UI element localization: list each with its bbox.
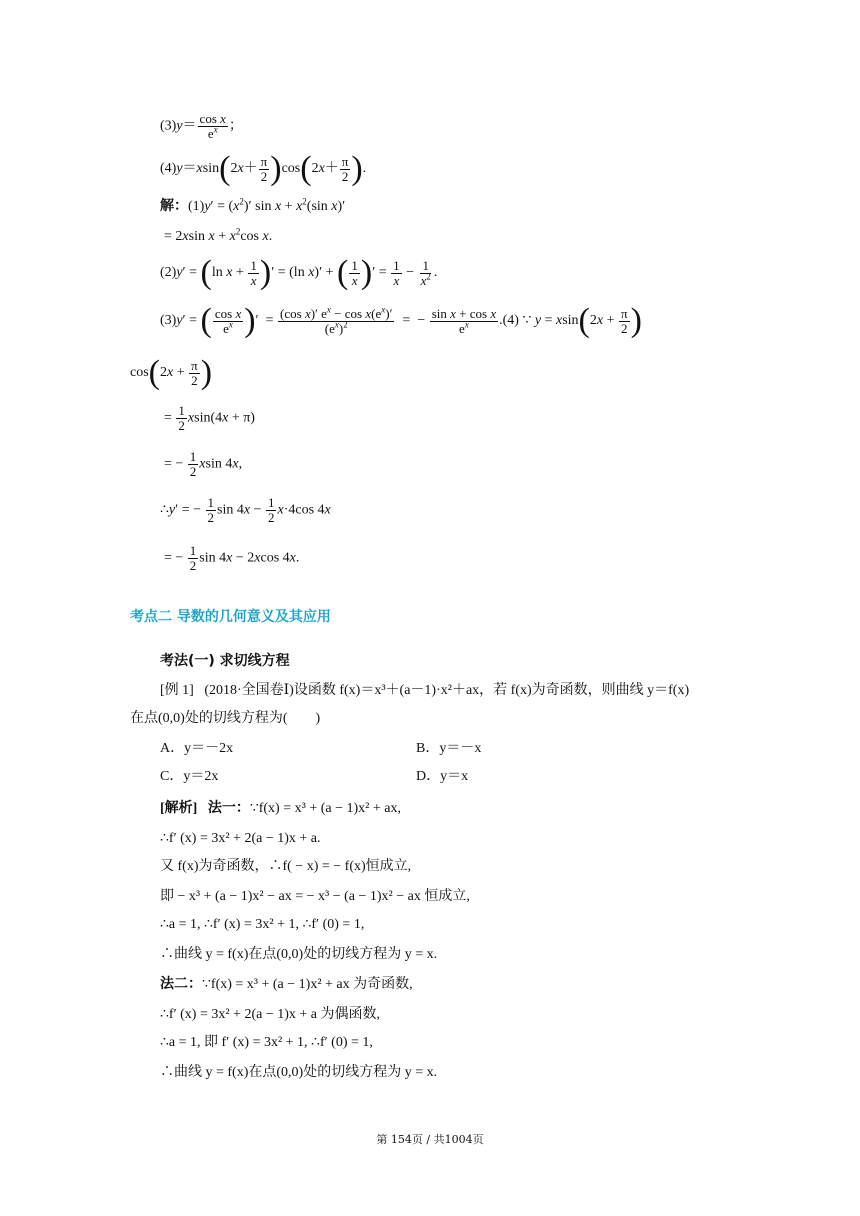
example-source: (2018·全国卷Ⅰ) [204, 683, 294, 698]
solution-4a: cos(2x + $\frac{\pi}{2}$ ) [130, 354, 213, 391]
analysis-line-1 [160, 800, 401, 818]
analysis-l8: ∴f′ (x) = 3x² + 2(a − 1)x + a 为偶函数, [160, 1007, 380, 1022]
section-title: 考点二 导数的几何意义及其应用 [130, 609, 331, 625]
solution-1a: 解：$(1)y' = (x^2)'$ $\sin x + x^2(\sin$ x)′ [160, 196, 346, 214]
method-1-label: 法一： [207, 801, 250, 816]
problem-4: (4)y＝xsin(2x＋ $\frac{\pi}{2}$ )cos(2x＋ $\frac{\pi}{2}$ ). [160, 150, 367, 187]
example-text-1: 设函数 f(x)＝x³＋(a－1)·x²＋ax，若 f(x)为奇函数，则曲线 y＝f(x) [293, 683, 690, 698]
method-title: 考法(一) 求切线方程 [160, 653, 290, 669]
solution-1b: = 2xsin $x + x^2\cos$ x. [164, 226, 273, 244]
option-b[interactable]: B．y＝－x [416, 741, 482, 756]
option-d[interactable]: D．y＝x [416, 769, 469, 784]
page-footer: 第 154页 / 共1004页 [376, 1133, 484, 1146]
solution-4c: = − $\frac{1}{2}$ xsin 4x, [164, 449, 243, 479]
analysis-l9: ∴a = 1, 即 f′ (x) = 3x² + 1, ∴f′ (0) = 1, [160, 1035, 373, 1050]
option-a[interactable]: A．y＝－2x [160, 741, 234, 756]
analysis-label: [解析] [160, 801, 198, 816]
solution-4e: = − $\frac{1}{2}$ sin 4x − 2xcos 4x. [164, 543, 300, 573]
example-line-2: 在点(0,0)处的切线方程为( ) [130, 711, 321, 726]
solution-2: (2)y′ = (ln x + $\frac{1}{x}$ )′ = (ln x)′ + ( $\frac{1}{x}$ )′ = $\frac{1}{x}$ − $\frac{1}{x^2}$ . [160, 254, 438, 291]
analysis-l10: ∴曲线 y = f(x)在点(0,0)处的切线方程为 y = x. [160, 1065, 438, 1080]
example-line-1 [160, 682, 689, 700]
analysis-line-7 [160, 976, 413, 994]
option-c[interactable]: C．y＝2x [160, 769, 219, 784]
analysis-l2: ∴f′ (x) = 3x² + 2(a − 1)x + a. [160, 831, 321, 846]
solution-4d: ∴y′ = − $\frac{1}{2}$ sin 4x − $\frac{1}{2}$ x·4cos 4x [160, 495, 331, 525]
analysis-l7: ∵f(x) = x³ + (a − 1)x² + ax 为奇函数, [202, 977, 413, 992]
analysis-l6: ∴曲线 y = f(x)在点(0,0)处的切线方程为 y = x. [160, 947, 438, 962]
example-label: [例 1] [160, 683, 194, 698]
analysis-l4: 即 − x³ + (a − 1)x² − ax = − x³ − (a − 1)x² − ax 恒成立, [160, 889, 470, 904]
solution-3: (3)y′ = ( $\frac{\text{cos x}}{e^x}$ )′ = $\frac{(\cos x)' e^x - \cos x(e^x)'}{(e^x)^2}$ = − $\frac{\text{sin x + cos x}}{e^x}$ .(4) ∵ y = xsin(2x + $\frac{\pi}{2}$ ) [160, 302, 642, 339]
problem-3: (3)y＝ $\frac{\text{cos x}}{e^x}$ ； [160, 111, 243, 141]
solution-4b: = $\frac{1}{2}$ xsin(4x + π) [164, 403, 255, 433]
analysis-l5: ∴a = 1, ∴f′ (x) = 3x² + 1, ∴f′ (0) = 1, [160, 917, 365, 932]
analysis-l3: 又 f(x)为奇函数，∴f( − x) = − f(x)恒成立, [160, 859, 412, 874]
method-2-label: 法二： [160, 977, 202, 992]
analysis-l1: ∵f(x) = x³ + (a − 1)x² + ax, [249, 801, 401, 816]
